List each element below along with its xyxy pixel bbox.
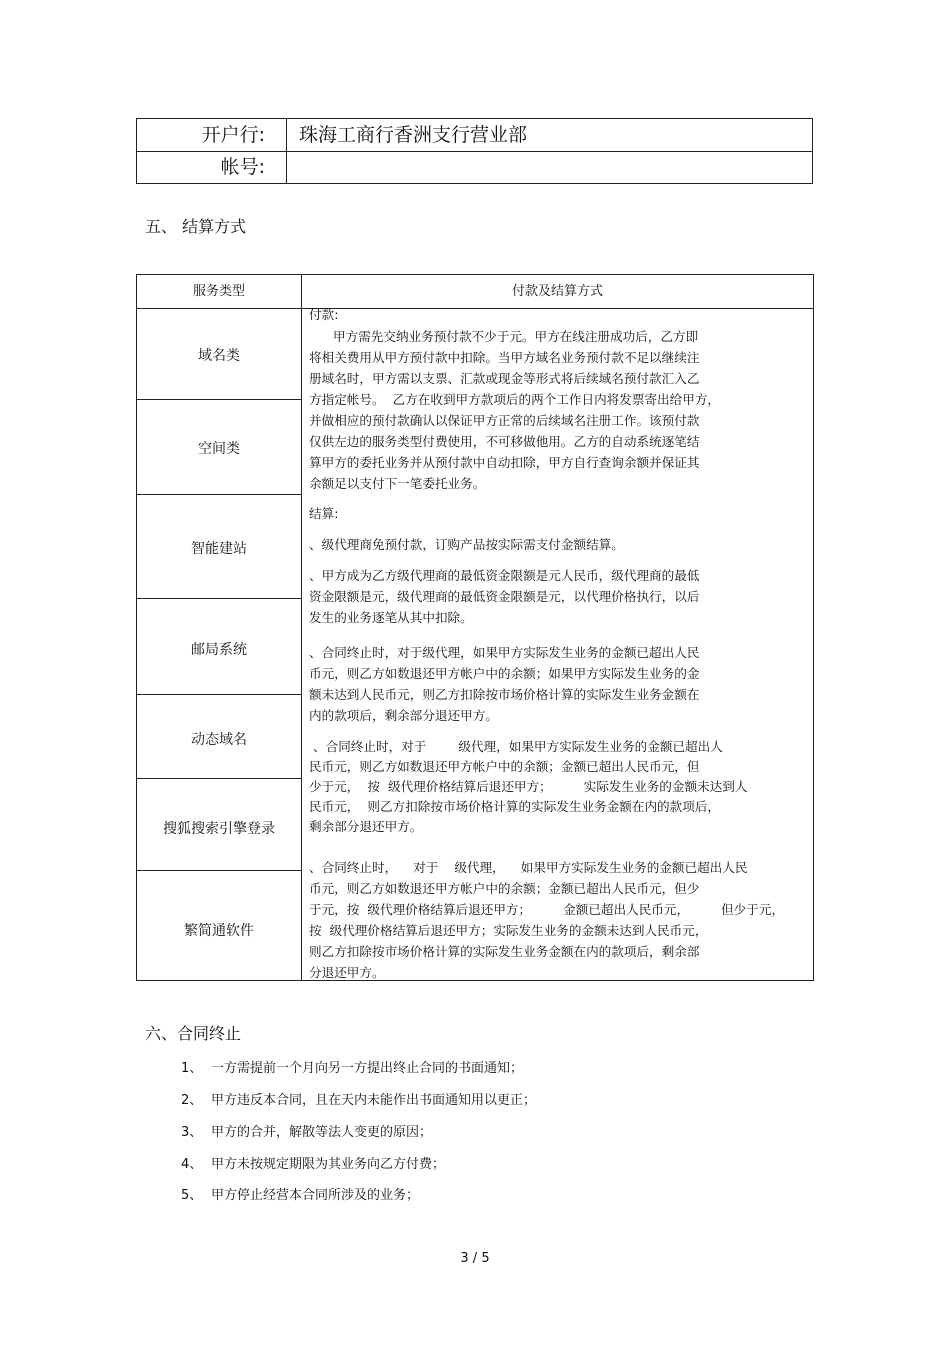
list-item-number: 1、 (181, 1061, 203, 1076)
bank-label: 开户行: (201, 124, 265, 146)
list-item-text: 甲方违反本合同，且在天内未能作出书面通知用以更正； (211, 1093, 537, 1108)
clause5-line: 按 级代理价格结算后退还甲方；实际发生业务的金额未达到人民币元， (309, 923, 708, 938)
clause2-line: 、甲方成为乙方级代理商的最低资金限额是元人民币，级代理商的最低 (309, 568, 700, 583)
clause3-line: 币元，则乙方如数退还甲方帐户中的余额；如果甲方实际发生业务的金 (309, 666, 700, 681)
list-item-text: 一方需提前一个月向另一方提出终止合同的书面通知； (211, 1061, 524, 1076)
page-number: 3 / 5 (460, 1251, 490, 1266)
bank-row (137, 119, 812, 152)
settlement-clause-1: 、级代理商免预付款，订购产品按实际需支付金额结算。 (309, 537, 624, 552)
clause4-line: 民币元， 则乙方扣除按市场价格计算的实际发生业务金额在内的款项后， (309, 799, 721, 814)
payment-line: 并做相应的预付款确认以保证甲方正常的后续域名注册工作。该预付款 (309, 413, 700, 428)
bank-value: 珠海工商行香洲支行营业部 (299, 124, 528, 146)
clause4-line: 剩余部分退还甲方。 (309, 819, 423, 834)
payment-line: 册域名时，甲方需以支票、汇款或现金等形式将后续域名预付款汇入乙 (309, 371, 700, 386)
payment-heading: 付款: (309, 307, 339, 322)
account-row (137, 151, 812, 183)
list-item-number: 2、 (181, 1093, 203, 1108)
header-service-type: 服务类型 (192, 284, 245, 299)
bank-info-table (136, 118, 813, 184)
clause4-line: 少于元， 按 级代理价格结算后退还甲方； 实际发生业务的金额未达到人 (309, 779, 748, 794)
service-dynamic-dns: 动态域名 (191, 732, 247, 748)
section5-title: 五、 结算方式 (145, 217, 247, 236)
service-mail: 邮局系统 (191, 642, 247, 658)
list-item-number: 3、 (181, 1125, 203, 1140)
clause5-line: 、合同终止时， 对于 级代理， 如果甲方实际发生业务的金额已超出人民 (309, 860, 748, 875)
service-sohu-search: 搜狐搜索引擎登录 (163, 821, 275, 837)
list-item-number: 4、 (181, 1157, 203, 1172)
list-item-text: 甲方的合并，解散等法人变更的原因； (211, 1125, 433, 1140)
clause5-line: 则乙方扣除按市场价格计算的实际发生业务金额在内的款项后，剩余部 (309, 944, 700, 959)
payment-line: 算甲方的委托业务并从预付款中自动扣除，甲方自行查询余额并保证其 (309, 455, 700, 470)
clause2-line: 发生的业务逐笔从其中扣除。 (309, 610, 473, 625)
payment-line: 余额足以支付下一笔委托业务。 (309, 476, 486, 491)
clause3-line: 内的款项后，剩余部分退还甲方。 (309, 708, 498, 723)
payment-line: 仅供左边的服务类型付费使用，不可移做他用。乙方的自动系统逐笔结 (309, 434, 700, 449)
clause3-line: 额未达到人民币元，则乙方扣除按市场价格计算的实际发生业务金额在 (309, 687, 700, 702)
service-smart-site: 智能建站 (191, 541, 247, 557)
header-payment-method: 付款及结算方式 (511, 284, 603, 299)
section6-title: 六、合同终止 (145, 1024, 242, 1043)
service-domain: 域名类 (198, 348, 240, 364)
list-item-number: 5、 (181, 1188, 203, 1203)
list-item-text: 甲方未按规定期限为其业务向乙方付费； (211, 1157, 446, 1172)
payment-line: 将相关费用从甲方预付款中扣除。当甲方域名业务预付款不足以继续注 (309, 350, 700, 365)
clause5-line: 分退还甲方。 (309, 965, 385, 980)
clause4-line: 、合同终止时，对于 级代理，如果甲方实际发生业务的金额已超出人 (309, 739, 723, 754)
clause4-line: 民币元，则乙方如数退还甲方帐户中的余额；金额已超出人民币元，但 (309, 759, 700, 774)
settlement-table (136, 274, 814, 981)
clause5-line: 币元，则乙方如数退还甲方帐户中的余额；金额已超出人民币元，但少 (309, 881, 700, 896)
payment-line: 甲方需先交纳业务预付款不少于元。甲方在线注册成功后，乙方即 (309, 329, 699, 344)
payment-line: 方指定帐号。 乙方在收到甲方款项后的两个工作日内将发票寄出给甲方， (309, 392, 721, 407)
service-fanjiantong: 繁简通软件 (184, 923, 254, 939)
service-hosting: 空间类 (198, 441, 240, 457)
clause2-line: 资金限额是元，级代理商的最低资金限额是元，以代理价格执行，以后 (309, 589, 700, 604)
clause3-line: 、合同终止时，对于级代理，如果甲方实际发生业务的金额已超出人民 (309, 645, 700, 660)
list-item-text: 甲方停止经营本合同所涉及的业务； (211, 1188, 420, 1203)
clause5-line: 于元，按 级代理价格结算后退还甲方； 金额已超出人民币元， 但少于元， (309, 902, 785, 917)
account-label: 帐号: (220, 156, 265, 178)
settlement-heading: 结算: (309, 506, 339, 521)
